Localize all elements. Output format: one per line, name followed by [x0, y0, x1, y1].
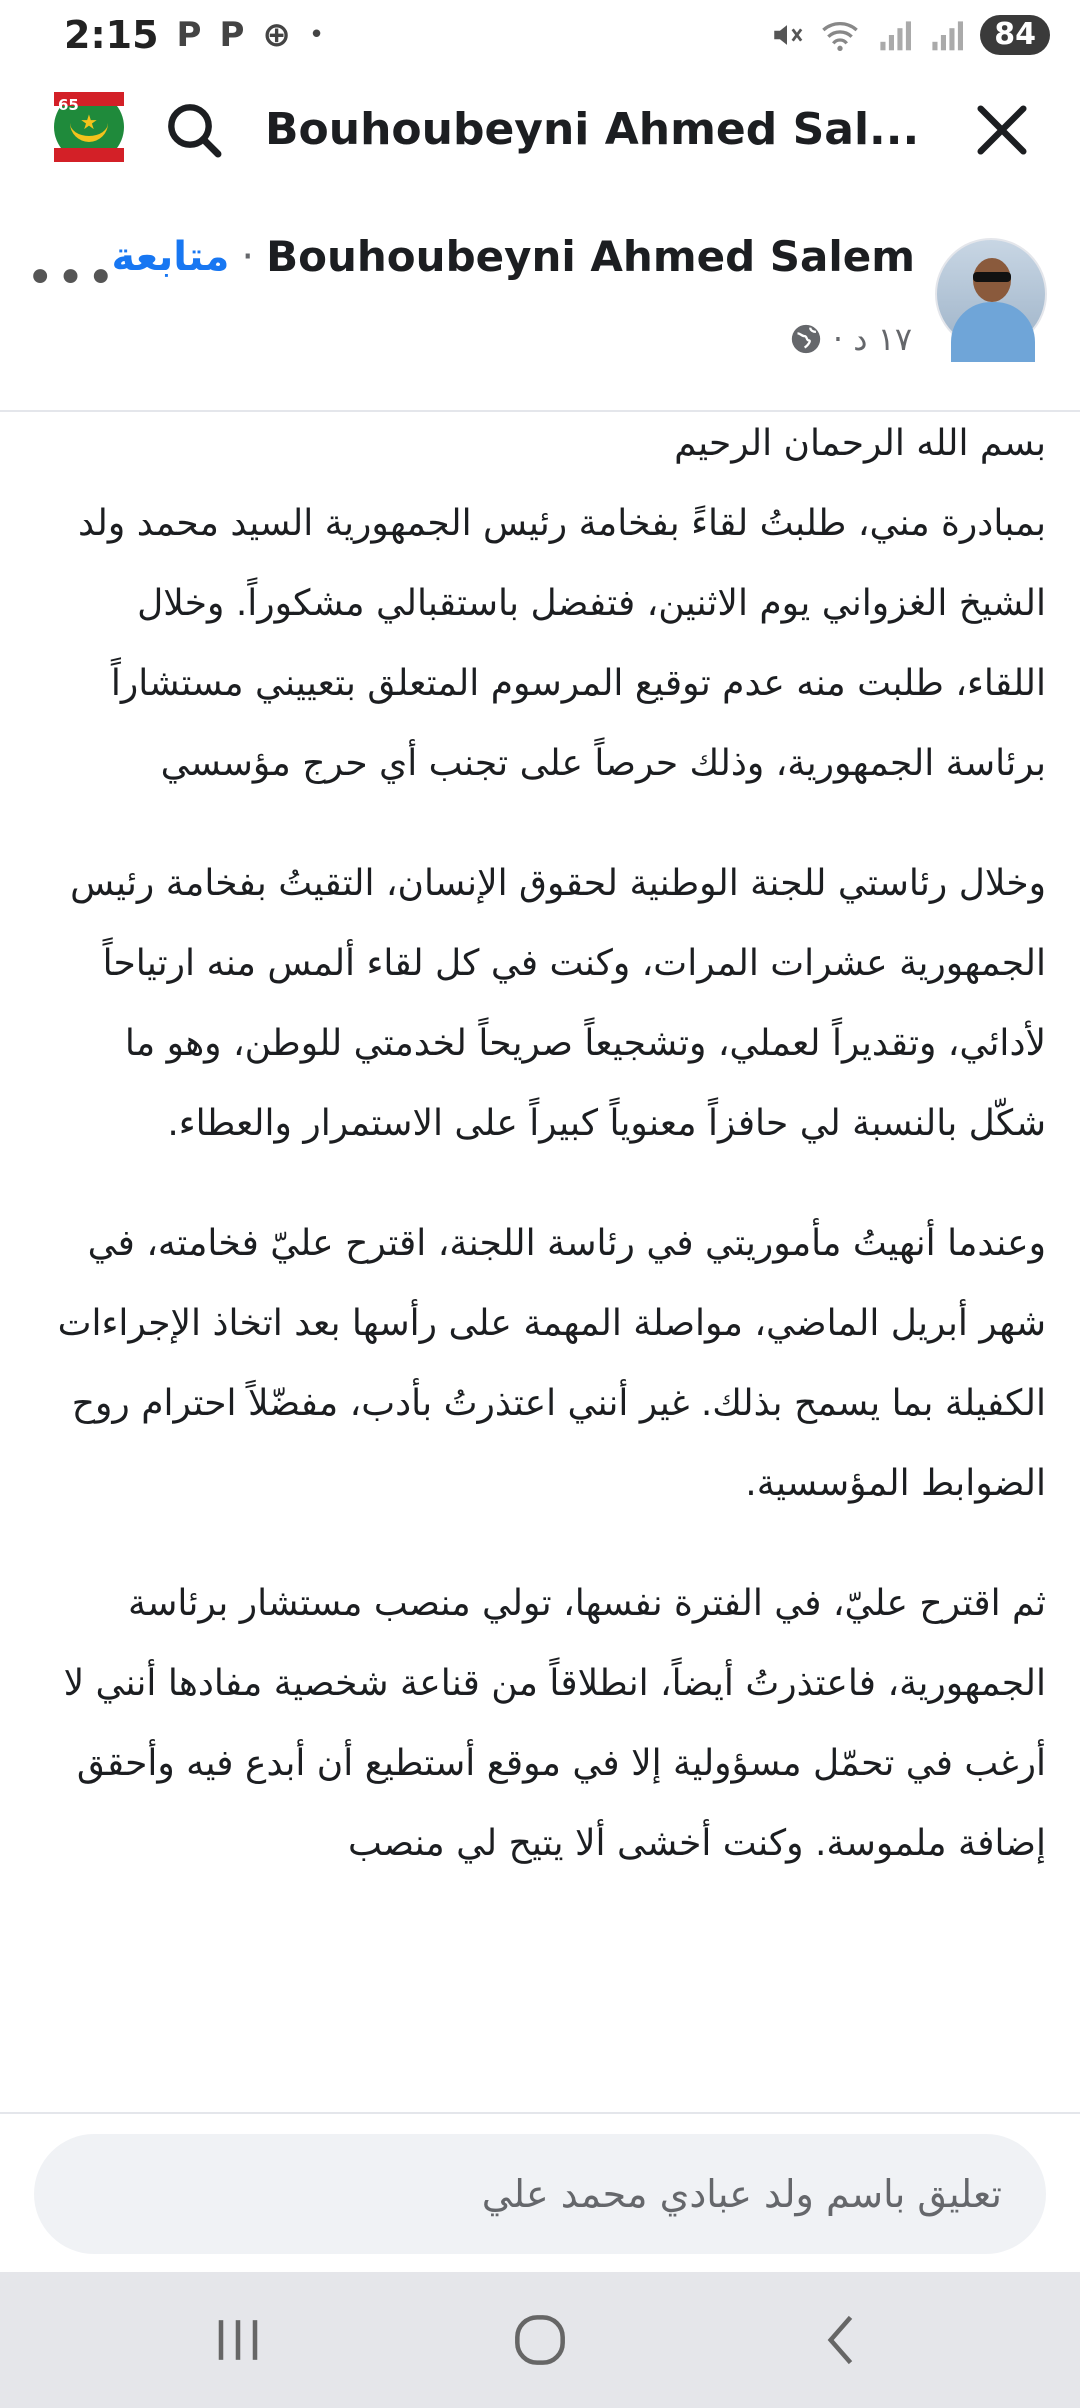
comment-area	[0, 2112, 1080, 2274]
post-paragraph: بسم الله الرحمان الرحيم بمبادرة مني، طلبتُ لقاءً بفخامة رئيس الجمهورية السيد محمد ولد الشيخ الغزواني يوم الاثنين، فتفضل باستقبالي مشكوراً. وخلال اللقاء، طلبت منه عدم توقيع المرسوم المتعلق بتعييني مستشاراً برئاسة الجمهورية، وذلك حرصاً على تجنب أي حرج مؤسسي	[78, 423, 1046, 784]
avatar-glasses	[973, 272, 1011, 282]
author-line	[111, 232, 915, 281]
post-paragraph: ثم اقترح عليّ، في الفترة نفسها، تولي منصب مستشار برئاسة الجمهورية، فاعتذرتُ أيضاً، انطلاقاً من قناعة شخصية مفادها أنني لا أرغب في تحمّل مسؤولية إلا في موقع أستطيع أن أبدع فيه وأحقق إضافة ملموسة. وكنت أخشى ألا يتيح لي منصب	[63, 1583, 1046, 1864]
system-nav-bar	[0, 2272, 1080, 2408]
search-icon[interactable]	[162, 98, 226, 162]
status-bar	[0, 0, 1080, 70]
post-meta	[789, 320, 912, 358]
back-icon[interactable]	[808, 2306, 876, 2374]
notification-p-icon: P	[219, 15, 245, 55]
signal-icon	[876, 18, 912, 52]
close-icon[interactable]	[970, 98, 1034, 162]
post-header	[0, 190, 1080, 410]
more-options-icon[interactable]: •••	[26, 250, 117, 306]
follow-button[interactable]: متابعة	[111, 233, 230, 280]
post-paragraph: وعندما أنهيتُ مأموريتي في رئاسة اللجنة، اقترح عليّ فخامته، في شهر أبريل الماضي، مواصلة المهمة على رأسها بعد اتخاذ الإجراءات الكفيلة بما يسمح بذلك. غير أنني اعتذرتُ بأدب، مفضّلاً احترام روح الضوابط المؤسسية.	[57, 1223, 1046, 1504]
status-right	[770, 15, 1050, 55]
mute-icon	[770, 18, 804, 52]
notification-p-icon: P	[176, 15, 202, 55]
status-time: 2:15	[64, 13, 159, 57]
globe-icon	[789, 322, 823, 356]
battery-indicator: 84	[980, 15, 1050, 55]
search-query-title[interactable]: Bouhoubeyni Ahmed Sal...	[265, 104, 920, 155]
home-icon[interactable]	[506, 2306, 574, 2374]
search-header	[0, 70, 1080, 190]
signal-icon-2	[928, 18, 964, 52]
wifi-icon	[820, 18, 860, 52]
status-left	[64, 13, 324, 57]
crescent-icon	[70, 122, 108, 142]
post-body	[40, 404, 1046, 2110]
flag-red-band	[54, 148, 124, 162]
notification-app-icon: ⊕	[262, 15, 291, 55]
author-avatar[interactable]	[935, 238, 1047, 350]
author-name[interactable]: Bouhoubeyni Ahmed Salem	[266, 232, 915, 281]
avatar-body	[951, 302, 1035, 362]
recent-apps-icon[interactable]	[204, 2306, 272, 2374]
star-icon: ★	[80, 110, 98, 134]
post-time[interactable]: ١٧ د ·	[832, 320, 912, 358]
more-notifications-dot: •	[308, 20, 325, 50]
post-paragraph: وخلال رئاستي للجنة الوطنية لحقوق الإنسان، التقيتُ بفخامة رئيس الجمهورية عشرات المرات، وكنت في كل لقاء ألمس منه ارتياحاً لأدائي، وتقديراً لعملي، وتشجيعاً صريحاً لخدمتي للوطن، وهو ما شكّل بالنسبة لي حافزاً معنوياً كبيراً على الاستمرار والعطاء.	[70, 863, 1046, 1144]
separator-dot: ·	[241, 233, 255, 280]
page-logo[interactable]	[54, 92, 124, 162]
comment-input[interactable]: تعليق باسم ولد عبادي محمد علي	[34, 2134, 1046, 2254]
logo-number: 65	[58, 96, 79, 114]
